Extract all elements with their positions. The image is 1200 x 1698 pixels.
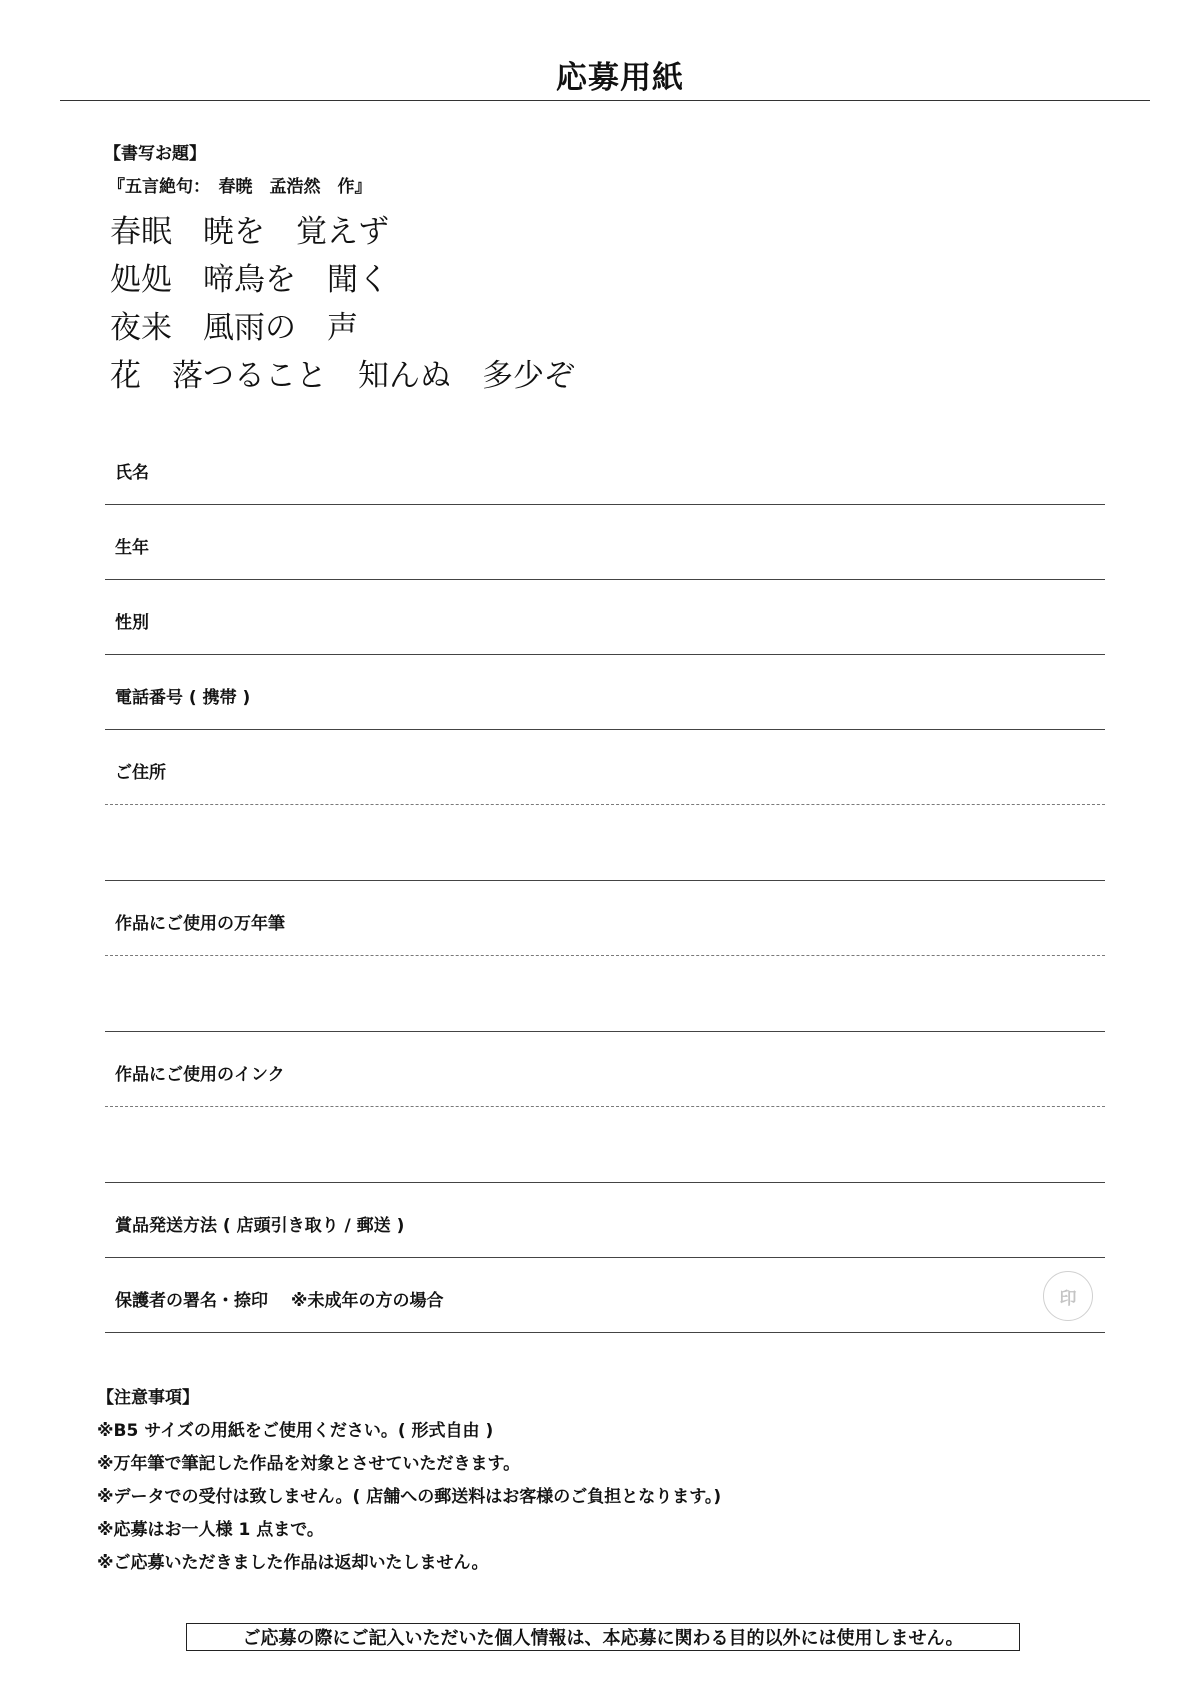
field-label: 賞品発送方法 ( 店頭引き取り / 郵送 ): [115, 1216, 405, 1236]
poem-line: 夜来 風雨の 声: [110, 310, 358, 346]
gender-field[interactable]: [105, 580, 1105, 655]
ink-field[interactable]: [105, 1032, 1105, 1183]
prize-delivery-field[interactable]: [105, 1183, 1105, 1258]
note-item: ※B5 サイズの用紙をご使用ください。( 形式自由 ): [97, 1421, 494, 1441]
fountain-pen-field[interactable]: [105, 881, 1105, 1032]
note-item: ※ご応募いただきました作品は返却いたしません。: [97, 1553, 489, 1573]
title-divider: [60, 100, 1150, 101]
field-label: 保護者の署名・捺印 ※未成年の方の場合: [115, 1291, 444, 1311]
poem-line: 春眠 暁を 覚えず: [110, 214, 389, 250]
privacy-notice: ご応募の際にご記入いただいた個人情報は、本応募に関わる目的以外には使用しません。: [186, 1623, 1020, 1651]
dashed-divider: [105, 1106, 1105, 1107]
subject-heading: 【書写お題】: [104, 144, 206, 164]
guardian-signature-field[interactable]: [105, 1258, 1105, 1333]
field-label: 作品にご使用の万年筆: [115, 914, 285, 934]
poem-line: 花 落つること 知んぬ 多少ぞ: [110, 358, 575, 394]
dashed-divider: [105, 804, 1105, 805]
note-item: ※応募はお一人様 1 点まで。: [97, 1520, 324, 1540]
notes-section: [97, 1382, 721, 1580]
mobile-phone-field[interactable]: [105, 655, 1105, 730]
notes-heading: 【注意事項】: [97, 1388, 199, 1408]
poem-line: 処処 啼鳥を 聞く: [110, 262, 389, 298]
field-label: 電話番号 ( 携帯 ): [115, 688, 251, 708]
note-item: ※万年筆で筆記した作品を対象とさせていただきます。: [97, 1454, 521, 1474]
application-form: [105, 430, 1105, 1333]
seal-stamp-icon: 印: [1043, 1271, 1093, 1321]
dashed-divider: [105, 955, 1105, 956]
birth-year-field[interactable]: [105, 505, 1105, 580]
note-item: ※データでの受付は致しません。( 店舗への郵送料はお客様のご負担となります。): [97, 1487, 722, 1507]
address-field[interactable]: [105, 730, 1105, 881]
field-label: 性別: [115, 613, 149, 633]
field-label: 生年: [115, 538, 149, 558]
field-label: 氏名: [115, 463, 149, 483]
poem: [110, 208, 575, 400]
field-label: 作品にご使用のインク: [115, 1065, 285, 1085]
subject-name: 『五言絶句： 春暁 孟浩然 作』: [108, 177, 372, 197]
name-field[interactable]: [105, 430, 1105, 505]
field-label: ご住所: [115, 763, 166, 783]
page-title: 応募用紙: [556, 60, 684, 96]
